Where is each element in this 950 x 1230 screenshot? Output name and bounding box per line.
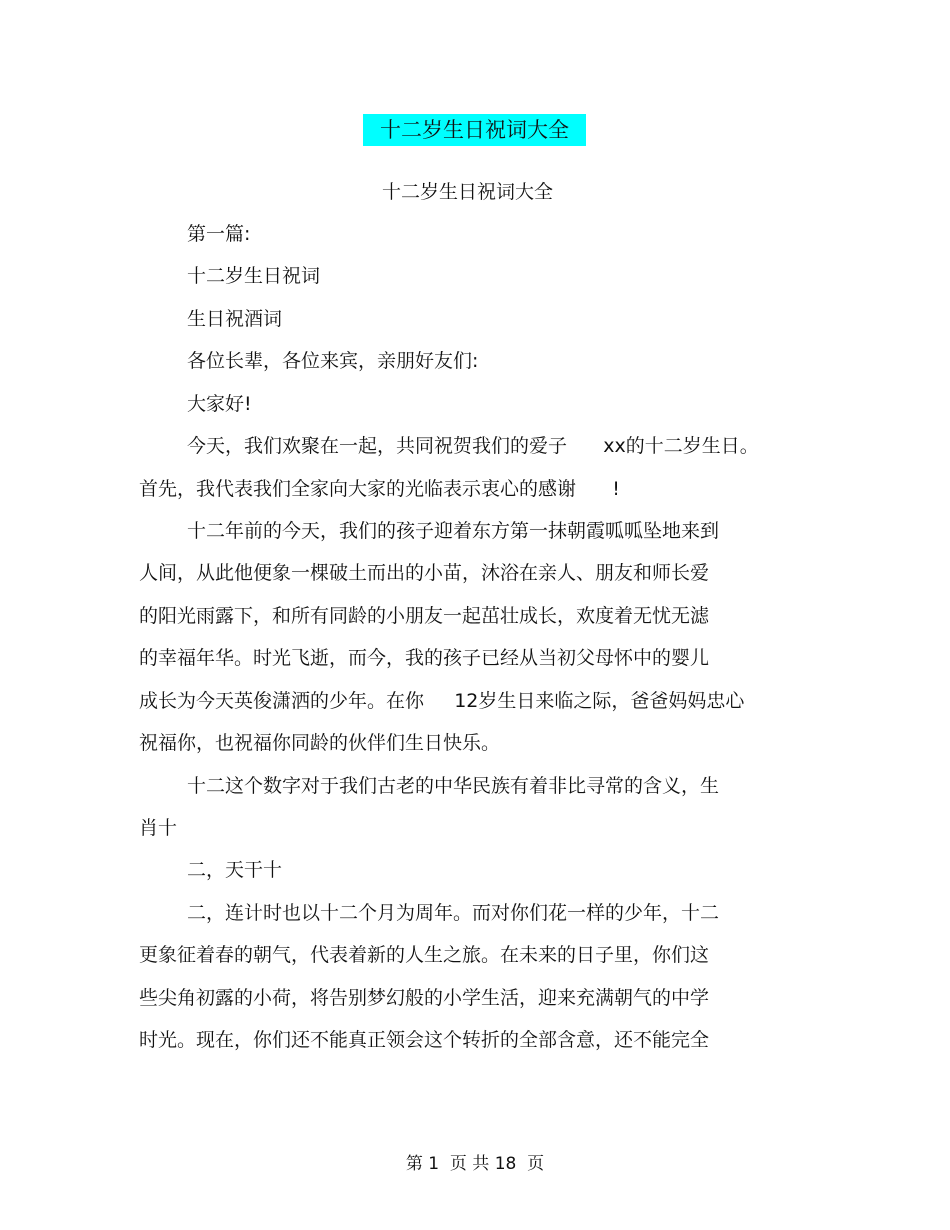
paragraph-line: 第一篇: [187,223,251,245]
paragraph-line: 大家好! [187,393,252,415]
document-subtitle: 十二岁生日祝词大全 [381,181,553,203]
paragraph-line: 肖十 [139,817,178,839]
paragraph-line: 生日祝酒词 [187,308,283,330]
paragraph-line: 二，连计时也以十二个月为周年。而对你们花一样的少年，十二 [187,902,720,924]
paragraph-line: 成长为今天英俊潇洒的少年。在你 12岁生日来临之际，爸爸妈妈忠心 [139,690,745,712]
paragraph-line: 人间，从此他便象一棵破土而出的小苗，沐浴在亲人、朋友和师长爱 [139,562,710,584]
paragraph-line: 祝福你，也祝福你同龄的伙伴们生日快乐。 [139,732,501,754]
paragraph-line: 十二岁生日祝词 [187,265,321,287]
paragraph-line: 十二这个数字对于我们古老的中华民族有着非比寻常的含义，生 [187,775,720,797]
paragraph-line: 各位长辈，各位来宾，亲朋好友们: [187,350,479,372]
paragraph-line: 首先，我代表我们全家向大家的光临表示衷心的感谢 ! [139,478,620,500]
paragraph-line: 时光。现在，你们还不能真正领会这个转折的全部含意，还不能完全 [139,1029,710,1051]
paragraph-line: 些尖角初露的小荷，将告别梦幻般的小学生活，迎来充满朝气的中学 [139,987,710,1009]
document-title: 十二岁生日祝词大全 [380,118,569,142]
paragraph-line: 的阳光雨露下，和所有同龄的小朋友一起茁壮成长，欢度着无忧无滤 [139,605,710,627]
paragraph-line: 十二年前的今天，我们的孩子迎着东方第一抹朝霞呱呱坠地来到 [187,520,720,542]
paragraph-line: 的幸福年华。时光飞逝，而今，我的孩子已经从当初父母怀中的婴儿 [139,647,710,669]
paragraph-line: 今天，我们欢聚在一起，共同祝贺我们的爱子 xx的十二岁生日。 [187,435,759,457]
paragraph-line: 二，天干十 [187,859,283,881]
paragraph-line: 更象征着春的朝气，代表着新的人生之旅。在未来的日子里，你们这 [139,944,710,966]
page-footer: 第 1 页 共 18 页 [405,1154,545,1174]
